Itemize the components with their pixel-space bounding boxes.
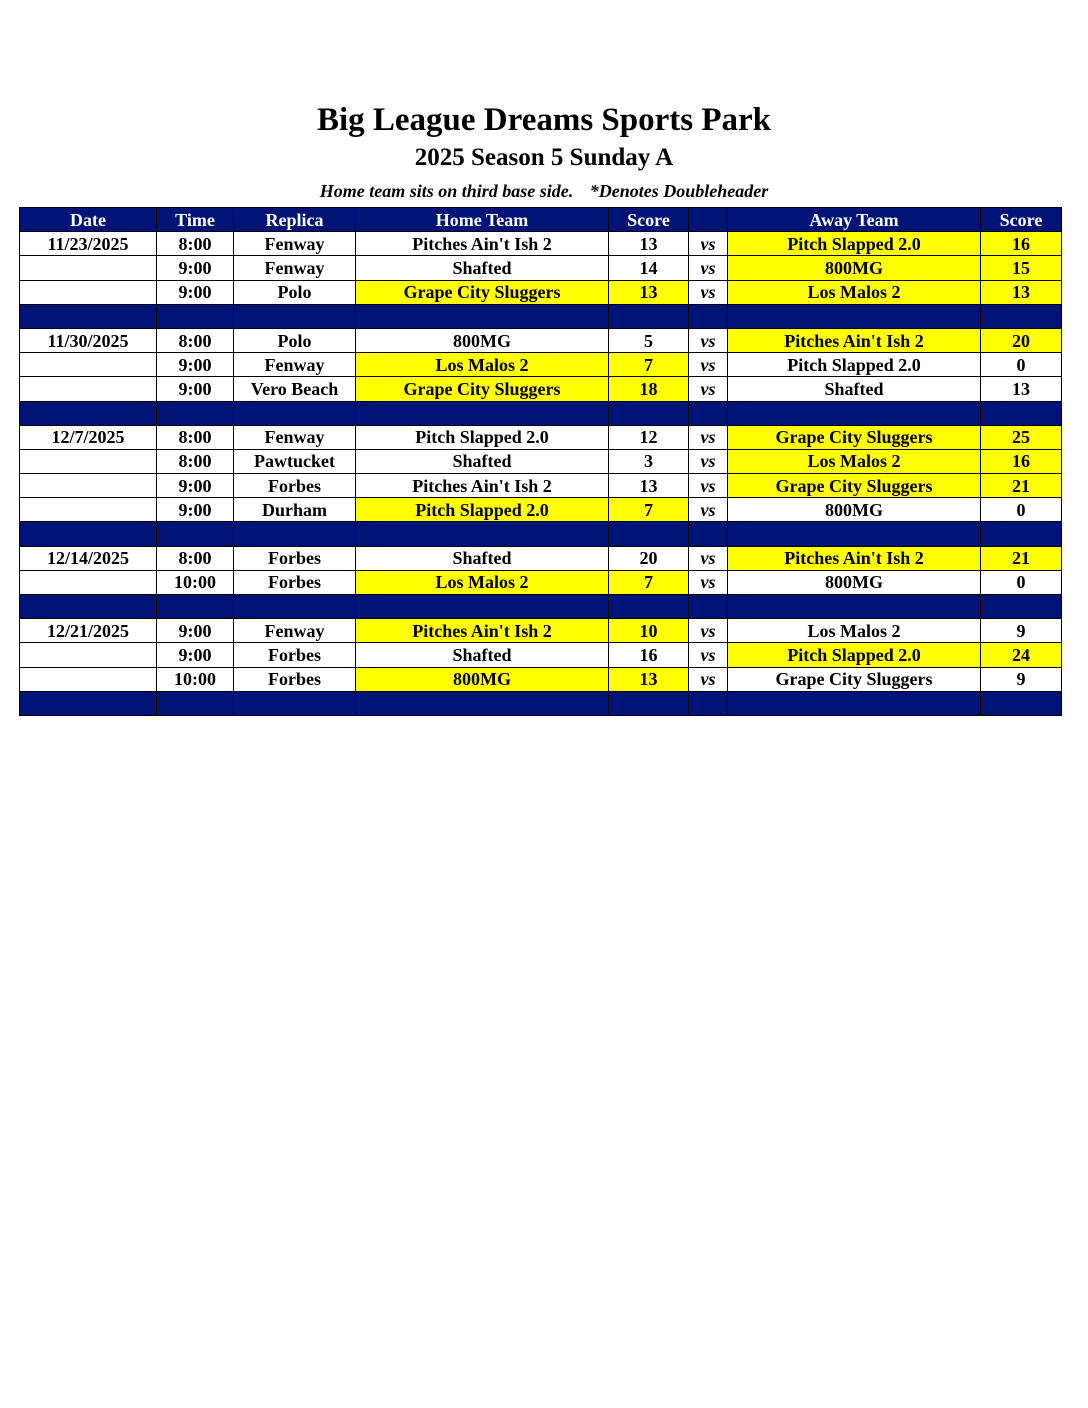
date-cell: 11/30/2025 <box>20 328 157 352</box>
separator-cell <box>981 595 1062 619</box>
table-row <box>20 449 1062 473</box>
separator-cell <box>20 595 157 619</box>
vs-label: vs <box>689 570 728 594</box>
home-team-cell: Pitch Slapped 2.0 <box>356 425 609 449</box>
page-title: Big League Dreams Sports Park <box>316 102 772 138</box>
table-row <box>20 377 1062 401</box>
home-score-cell: 5 <box>609 328 689 352</box>
table-row <box>20 353 1062 377</box>
vs-label: vs <box>689 498 728 522</box>
home-score-cell: 7 <box>609 498 689 522</box>
table-row <box>20 474 1062 498</box>
replica-cell: Polo <box>234 328 356 352</box>
replica-cell: Fenway <box>234 425 356 449</box>
away-score-cell: 9 <box>981 619 1062 643</box>
separator-cell <box>157 401 234 425</box>
table-row <box>20 425 1062 449</box>
vs-label: vs <box>689 425 728 449</box>
date-cell: 11/23/2025 <box>20 232 157 256</box>
time-cell: 9:00 <box>157 474 234 498</box>
away-team-cell: Pitch Slapped 2.0 <box>728 353 981 377</box>
date-cell <box>20 498 157 522</box>
time-cell: 9:00 <box>157 498 234 522</box>
home-score-cell: 13 <box>609 667 689 691</box>
home-score-cell: 13 <box>609 232 689 256</box>
separator-cell <box>20 401 157 425</box>
home-score-cell: 16 <box>609 643 689 667</box>
away-score-cell: 0 <box>981 570 1062 594</box>
time-cell: 10:00 <box>157 570 234 594</box>
home-score-cell: 18 <box>609 377 689 401</box>
separator-cell <box>689 522 728 546</box>
time-cell: 9:00 <box>157 256 234 280</box>
separator-cell <box>20 691 157 715</box>
schedule-body <box>20 232 1062 716</box>
date-cell: 12/7/2025 <box>20 425 157 449</box>
separator-cell <box>20 304 157 328</box>
column-header-time: Time <box>157 208 234 232</box>
away-team-cell: Grape City Sluggers <box>728 667 981 691</box>
time-cell: 9:00 <box>157 619 234 643</box>
replica-cell: Forbes <box>234 474 356 498</box>
separator-cell <box>356 691 609 715</box>
replica-cell: Forbes <box>234 667 356 691</box>
separator-cell <box>157 691 234 715</box>
separator-cell <box>20 522 157 546</box>
time-cell: 8:00 <box>157 232 234 256</box>
away-team-cell: Los Malos 2 <box>728 280 981 304</box>
time-cell: 8:00 <box>157 449 234 473</box>
away-team-cell: Grape City Sluggers <box>728 474 981 498</box>
separator-cell <box>609 691 689 715</box>
vs-label: vs <box>689 353 728 377</box>
column-header-away-score: Score <box>981 208 1062 232</box>
home-team-cell: Shafted <box>356 546 609 570</box>
away-score-cell: 24 <box>981 643 1062 667</box>
separator-row <box>20 304 1062 328</box>
column-header-replica: Replica <box>234 208 356 232</box>
table-row <box>20 256 1062 280</box>
away-score-cell: 9 <box>981 667 1062 691</box>
vs-label: vs <box>689 328 728 352</box>
separator-cell <box>157 522 234 546</box>
date-cell <box>20 256 157 280</box>
table-row <box>20 232 1062 256</box>
time-cell: 8:00 <box>157 328 234 352</box>
away-team-cell: Pitches Ain't Ish 2 <box>728 546 981 570</box>
date-cell <box>20 353 157 377</box>
home-team-cell: Pitches Ain't Ish 2 <box>356 232 609 256</box>
separator-cell <box>689 595 728 619</box>
away-score-cell: 13 <box>981 280 1062 304</box>
separator-row <box>20 522 1062 546</box>
separator-cell <box>689 691 728 715</box>
separator-cell <box>981 304 1062 328</box>
home-score-cell: 20 <box>609 546 689 570</box>
vs-label: vs <box>689 667 728 691</box>
separator-cell <box>234 304 356 328</box>
away-score-cell: 25 <box>981 425 1062 449</box>
home-score-cell: 3 <box>609 449 689 473</box>
away-score-cell: 21 <box>981 474 1062 498</box>
away-team-cell: Pitch Slapped 2.0 <box>728 232 981 256</box>
column-header-vs <box>689 208 728 232</box>
away-score-cell: 21 <box>981 546 1062 570</box>
vs-label: vs <box>689 256 728 280</box>
home-team-note: Home team sits on third base side. <box>319 181 574 201</box>
date-cell <box>20 449 157 473</box>
date-cell <box>20 643 157 667</box>
time-cell: 8:00 <box>157 546 234 570</box>
home-score-cell: 13 <box>609 280 689 304</box>
replica-cell: Durham <box>234 498 356 522</box>
table-row <box>20 619 1062 643</box>
separator-cell <box>157 304 234 328</box>
replica-cell: Vero Beach <box>234 377 356 401</box>
home-score-cell: 10 <box>609 619 689 643</box>
away-team-cell: 800MG <box>728 498 981 522</box>
date-cell <box>20 667 157 691</box>
away-score-cell: 0 <box>981 498 1062 522</box>
separator-cell <box>728 595 981 619</box>
table-header-row <box>20 208 1062 232</box>
away-score-cell: 16 <box>981 232 1062 256</box>
separator-cell <box>356 304 609 328</box>
replica-cell: Forbes <box>234 546 356 570</box>
column-header-home-team: Home Team <box>356 208 609 232</box>
time-cell: 9:00 <box>157 353 234 377</box>
home-team-cell: Grape City Sluggers <box>356 377 609 401</box>
table-row <box>20 570 1062 594</box>
away-score-cell: 16 <box>981 449 1062 473</box>
away-score-cell: 15 <box>981 256 1062 280</box>
home-team-cell: Shafted <box>356 643 609 667</box>
replica-cell: Fenway <box>234 353 356 377</box>
date-cell <box>20 570 157 594</box>
separator-cell <box>356 522 609 546</box>
home-team-cell: Los Malos 2 <box>356 570 609 594</box>
column-header-away-team: Away Team <box>728 208 981 232</box>
home-team-cell: Shafted <box>356 256 609 280</box>
separator-cell <box>689 304 728 328</box>
separator-row <box>20 691 1062 715</box>
date-cell <box>20 280 157 304</box>
separator-cell <box>234 691 356 715</box>
separator-cell <box>728 691 981 715</box>
replica-cell: Polo <box>234 280 356 304</box>
home-score-cell: 14 <box>609 256 689 280</box>
vs-label: vs <box>689 377 728 401</box>
away-team-cell: Shafted <box>728 377 981 401</box>
separator-row <box>20 401 1062 425</box>
home-team-cell: Pitch Slapped 2.0 <box>356 498 609 522</box>
separator-cell <box>728 401 981 425</box>
home-score-cell: 13 <box>609 474 689 498</box>
home-team-cell: Shafted <box>356 449 609 473</box>
vs-label: vs <box>689 449 728 473</box>
vs-label: vs <box>689 619 728 643</box>
home-team-cell: Grape City Sluggers <box>356 280 609 304</box>
home-score-cell: 12 <box>609 425 689 449</box>
away-team-cell: Pitch Slapped 2.0 <box>728 643 981 667</box>
vs-label: vs <box>689 546 728 570</box>
home-team-cell: Los Malos 2 <box>356 353 609 377</box>
date-cell <box>20 474 157 498</box>
time-cell: 8:00 <box>157 425 234 449</box>
away-score-cell: 0 <box>981 353 1062 377</box>
home-team-cell: 800MG <box>356 328 609 352</box>
replica-cell: Forbes <box>234 570 356 594</box>
vs-label: vs <box>689 232 728 256</box>
page-subtitle: 2025 Season 5 Sunday A <box>414 144 674 171</box>
home-team-cell: Pitches Ain't Ish 2 <box>356 474 609 498</box>
column-header-home-score: Score <box>609 208 689 232</box>
time-cell: 10:00 <box>157 667 234 691</box>
table-row <box>20 643 1062 667</box>
separator-cell <box>609 522 689 546</box>
separator-cell <box>609 595 689 619</box>
separator-cell <box>234 401 356 425</box>
doubleheader-note: *Denotes Doubleheader <box>589 181 769 201</box>
away-team-cell: Pitches Ain't Ish 2 <box>728 328 981 352</box>
vs-label: vs <box>689 643 728 667</box>
home-score-cell: 7 <box>609 570 689 594</box>
replica-cell: Fenway <box>234 619 356 643</box>
home-team-cell: Pitches Ain't Ish 2 <box>356 619 609 643</box>
away-team-cell: 800MG <box>728 256 981 280</box>
date-cell: 12/21/2025 <box>20 619 157 643</box>
away-team-cell: Los Malos 2 <box>728 619 981 643</box>
time-cell: 9:00 <box>157 377 234 401</box>
away-team-cell: Grape City Sluggers <box>728 425 981 449</box>
vs-label: vs <box>689 280 728 304</box>
separator-cell <box>981 401 1062 425</box>
replica-cell: Fenway <box>234 232 356 256</box>
separator-cell <box>609 304 689 328</box>
column-header-date: Date <box>20 208 157 232</box>
separator-cell <box>981 522 1062 546</box>
separator-cell <box>728 304 981 328</box>
away-score-cell: 13 <box>981 377 1062 401</box>
separator-cell <box>157 595 234 619</box>
replica-cell: Pawtucket <box>234 449 356 473</box>
separator-cell <box>609 401 689 425</box>
date-cell <box>20 377 157 401</box>
table-row <box>20 328 1062 352</box>
separator-cell <box>689 401 728 425</box>
home-team-cell: 800MG <box>356 667 609 691</box>
separator-cell <box>234 522 356 546</box>
vs-label: vs <box>689 474 728 498</box>
table-row <box>20 667 1062 691</box>
schedule-table <box>19 207 1062 716</box>
date-cell: 12/14/2025 <box>20 546 157 570</box>
away-score-cell: 20 <box>981 328 1062 352</box>
replica-cell: Fenway <box>234 256 356 280</box>
table-row <box>20 498 1062 522</box>
away-team-cell: 800MG <box>728 570 981 594</box>
separator-cell <box>356 401 609 425</box>
table-row <box>20 546 1062 570</box>
time-cell: 9:00 <box>157 643 234 667</box>
separator-cell <box>981 691 1062 715</box>
separator-cell <box>234 595 356 619</box>
away-team-cell: Los Malos 2 <box>728 449 981 473</box>
replica-cell: Forbes <box>234 643 356 667</box>
schedule-note <box>0 180 1088 202</box>
table-row <box>20 280 1062 304</box>
time-cell: 9:00 <box>157 280 234 304</box>
separator-cell <box>356 595 609 619</box>
home-score-cell: 7 <box>609 353 689 377</box>
separator-cell <box>728 522 981 546</box>
separator-row <box>20 595 1062 619</box>
